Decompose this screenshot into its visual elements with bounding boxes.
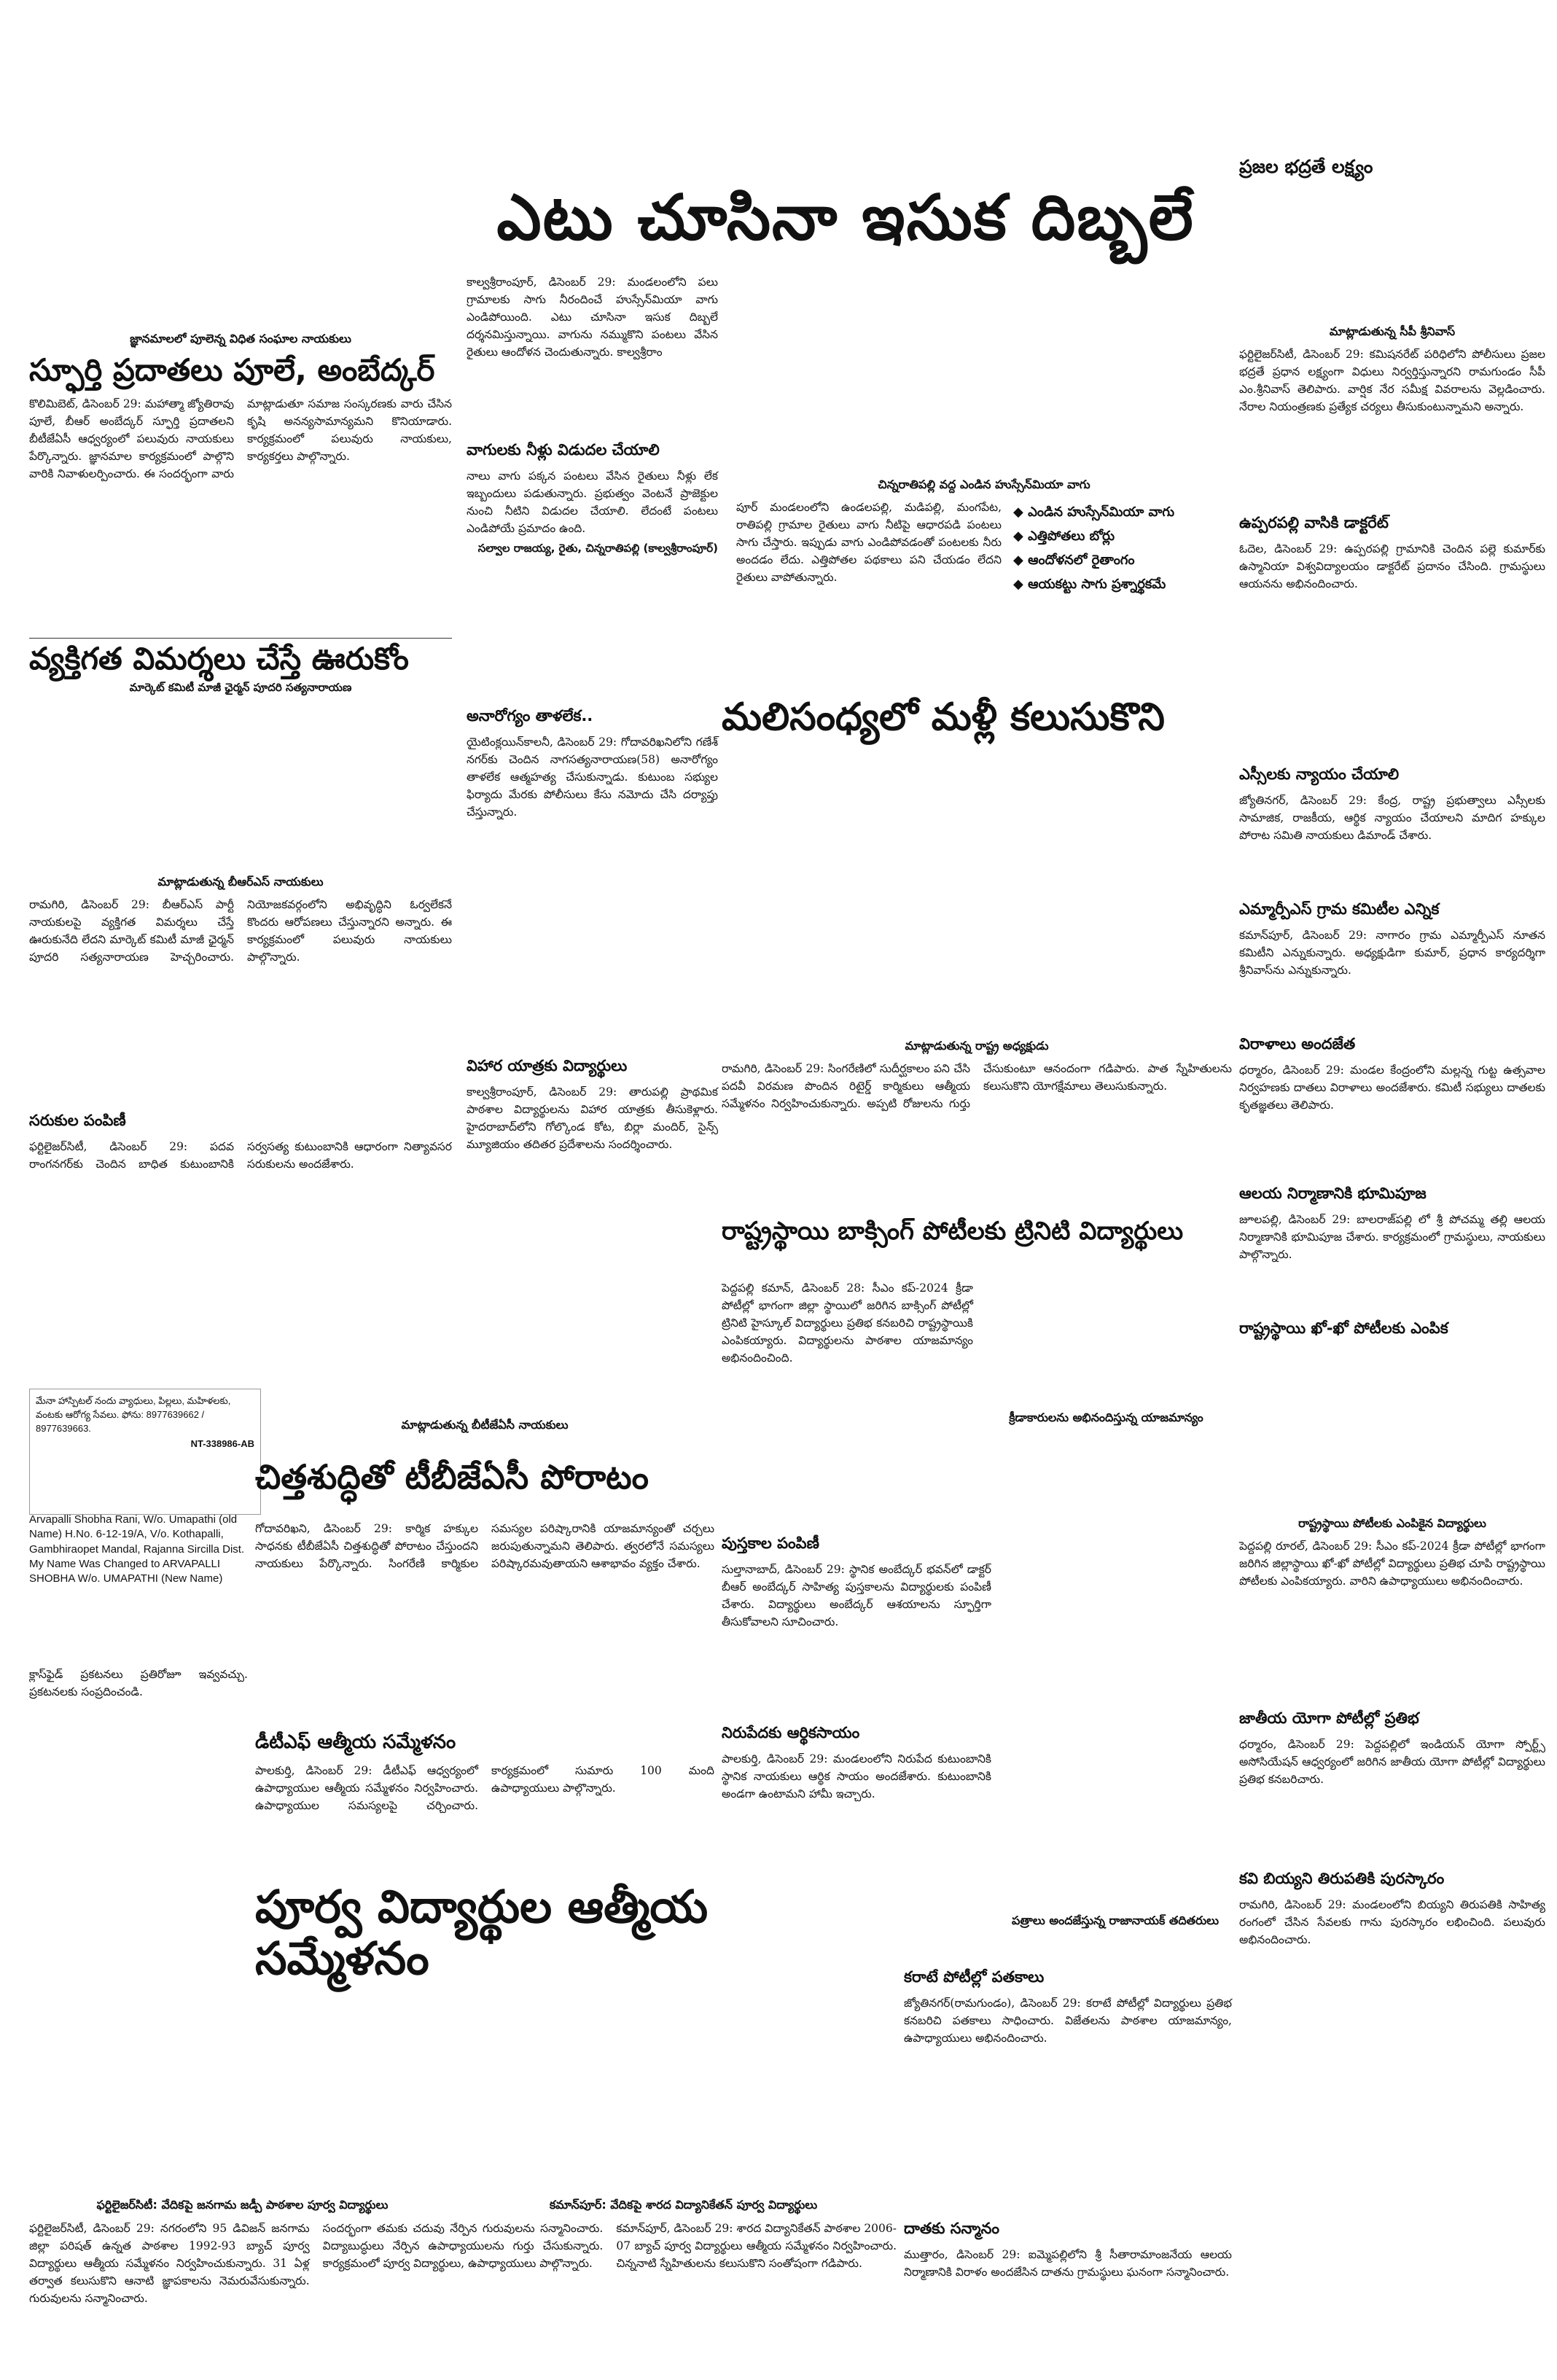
name-change-notice: Arvapalli Shobha Rani, W/o. Umapathi (old Name) H.No. 6-12-19/A, V/o. Kothapalli, Gambhiraopet Mandal, Rajanna Sircilla Dist. My Name Was Changed to ARVAPALLI SHOBHA W/o. UMAPATHI (New Name) (29, 1513, 245, 1585)
highlights-list (1013, 499, 1232, 601)
article-body: ముత్తారం, డిసెంబర్ 29: ఐమ్మెపల్లిలోని శ్రీ సీతారామాంజనేయ ఆలయ నిర్మాణానికి విరాళం అందజేసిన దాతను గ్రామస్థులు ఘనంగా సన్మానించారు. (904, 2248, 1232, 2279)
photo-caption: రాష్ట్రస్థాయి పోటీలకు ఎంపికైన విద్యార్థులు (1298, 1516, 1486, 1530)
article-subhead: విరాళాలు అందజేత (1239, 1035, 1356, 1053)
highlight-item: ◆ ఎండిన హుస్సేన్‌మియా వాగు (1013, 504, 1232, 523)
photo (29, 729, 452, 882)
photo-caption: క్రీడాకారులను అభినందిస్తున్న యాజమాన్యం (1009, 1411, 1203, 1424)
article-subhead: వాగులకు నీళ్లు విడుదల చేయాలి (467, 441, 660, 459)
photo-caption: మాట్లాడుతున్న బీఆర్ఎస్ నాయకులు (157, 875, 324, 889)
main-headline: ఎటు చూసినా ఇసుక దిబ్బలే (496, 182, 1195, 254)
photo-caption: ఫర్టిలైజర్‌సిటీ: వేదికపై జనగామ జడ్పీ పాఠశాల పూర్వ విద్యార్థులు (96, 2198, 389, 2212)
article-body: యైటింక్లయిన్‌కాలనీ, డిసెంబర్ 29: గోదావరిఖనిలోని గణేశ్ నగర్‌కు చెందిన నాగసత్యనారాయణ(58) అనారోగ్యం తాళలేక ఆత్మహత్య చేసుకున్నాడు. కుటుంబ సభ్యుల ఫిర్యాదు మేరకు పోలీసులు కేసు నమోదు చేసి దర్యాప్తు చేస్తున్నారు. (467, 736, 718, 819)
photo (488, 1965, 897, 2198)
article-subhead: అనారోగ్యం తాళలేక.. (467, 707, 593, 725)
article-subhead: జాతీయ యోగా పోటీల్లో ప్రతిభ (1239, 1709, 1419, 1727)
article-body: జ్యోతినగర్, డిసెంబర్ 29: కేంద్ర, రాష్ట్ర ప్రభుత్వాలు ఎస్సీలకు సామాజిక, రాజకీయ, ఆర్థిక న్యాయం చేయాలని మాదిగ హక్కుల పోరాట సమితి నాయకులు డిమాండ్ చేశారు. (1239, 794, 1545, 843)
article-subhead: ఎమ్మార్పీఎస్ గ్రామ కమిటీల ఎన్నిక (1239, 900, 1440, 918)
article-body: కాల్వశ్రీరాంపూర్, డిసెంబర్ 29: మండలంలోని పలు గ్రామాలకు సాగు నీరందించే హుస్సేన్‌మియా వాగు ఎండిపోయింది. ఎటు చూసినా ఇసుక దిబ్బలే దర్శనమిస్తున్నాయి. వాగును నమ్ముకొని పంటలు వేసిన రైతులు ఆందోళన చెందుతున్నారు. కాల్వశ్రీరాం (467, 276, 718, 359)
article-body: సందర్భంగా తమకు చదువు నేర్పిన గురువులను సన్మానించారు. విద్యాబుద్ధులు నేర్పిన ఉపాధ్యాయులను గుర్తు చేసుకున్నారు. కార్యక్రమంలో పూర్వ విద్యార్థులు, ఉపాధ్యాయులు పాల్గొన్నారు. (322, 2222, 604, 2271)
photo (722, 773, 1232, 1035)
article-body: పాలకుర్తి, డిసెంబర్ 29: డీటీఎఫ్ ఆధ్వర్యంలో ఉపాధ్యాయుల ఆత్మీయ సమ్మేళనం నిర్వహించారు. ఉపాధ్యాయుల సమస్యలపై చర్చించారు. కార్యక్రమంలో సుమారు 100 మంది ఉపాధ్యాయులు పాల్గొన్నారు. (255, 1764, 714, 1813)
highlight-item: ◆ ఎత్తిపోతలు బోర్లు (1013, 528, 1232, 547)
article-body: సుల్తానాబాద్, డిసెంబర్ 29: స్థానిక అంబేద్కర్ భవన్‌లో డాక్టర్ బీఆర్ అంబేద్కర్ సాహిత్య పుస్తకాలను విద్యార్థులకు పంపిణీ చేశారు. విద్యార్థులు అంబేద్కర్ ఆశయాలను స్ఫూర్తిగా తీసుకోవాలని సూచించారు. (722, 1563, 991, 1629)
article-subhead: సరుకుల పంపిణీ (29, 1112, 126, 1129)
article-subhead: దాతకు సన్మానం (904, 2220, 1000, 2237)
article-body: ధర్మారం, డిసెంబర్ 29: పెద్దపల్లిలో ఇండియన్ యోగా స్పోర్ట్స్ అసోసియేషన్ ఆధ్వర్యంలో జరిగిన జాతీయ యోగా పోటీల్లో విద్యార్థులు ప్రతిభ కనబరిచారు. (1239, 1738, 1545, 1787)
section-label: ప్రజల భద్రతే లక్ష్యం (1239, 156, 1373, 177)
article-body: నాలు వాగు పక్కన పంటలు వేసిన రైతులు నీళ్లు లేక ఇబ్బందులు పడుతున్నారు. ప్రభుత్వం వెంటనే ప్రాజెక్టుల నుంచి నీటిని విడుదల చేయాలి. లేదంటే పంటలు ఎండిపోయే ప్రమాదం ఉంది. (467, 469, 718, 536)
article-headline: రాష్ట్రస్థాయి బాక్సింగ్ పోటీలకు ట్రినిటి విద్యార్థులు (722, 1217, 1184, 1246)
article-body: రామగిరి, డిసెంబర్ 29: సింగరేణిలో సుదీర్ఘకాలం పని చేసి పదవీ విరమణ పొందిన రిటైర్డ్ కార్మికులు ఆత్మీయ సమ్మేళనం నిర్వహించుకున్నారు. అప్పటి రోజులను గుర్తు చేసుకుంటూ ఆనందంగా గడిపారు. పాత స్నేహితులను కలుసుకొని యోగక్షేమాలు తెలుసుకున్నారు. (722, 1062, 1232, 1111)
article-body: ఫర్టిలైజర్‌సిటీ, డిసెంబర్ 29: పదవ రాంగనగర్‌కు చెందిన బాధిత కుటుంబానికి సర్వసత్య కుటుంబానికి ఆధారంగా నిత్యావసర సరుకులను అందజేశారు. (29, 1140, 452, 1171)
article-subhead: ఉప్పరపల్లి వాసికి డాక్టరేట్ (1239, 514, 1389, 531)
article-body: కాల్వశ్రీరాంపూర్, డిసెంబర్ 29: తారుపల్లి ప్రాథమిక పాఠశాల విద్యార్థులను విహార యాత్రకు తీసుకెళ్లారు. హైదరాబాద్‌లోని గోల్కొండ కోట, బిర్లా మందిర్, సైన్స్ మ్యూజియం తదితర ప్రదేశాలను సందర్శించారు. (467, 1085, 718, 1152)
article-body: గోదావరిఖని, డిసెంబర్ 29: కార్మిక హక్కుల సాధనకు టీబీజేఏసీ చిత్తశుద్ధితో పోరాటం చేస్తుందని నాయకులు పేర్కొన్నారు. సింగరేణి కార్మికుల సమస్యల పరిష్కారానికి యాజమాన్యంతో చర్చలు జరుపుతున్నామని తెలిపారు. త్వరలోనే సమస్యలు పరిష్కారమవుతాయని ఆశాభావం వ్యక్తం చేశారు. (255, 1522, 714, 1571)
photo-caption: మాట్లాడుతున్న సీపీ శ్రీనివాస్ (1329, 324, 1456, 338)
article-headline: చిత్తశుద్ధితో టీబీజేఏసీ పోరాటం (255, 1457, 649, 1497)
article-subhead: ఆలయ నిర్మాణానికి భూమిపూజ (1239, 1185, 1427, 1202)
article-body: పాలకుర్తి, డిసెంబర్ 29: మండలంలోని నిరుపేద కుటుంబానికి స్థానిక నాయకులు ఆర్థిక సాయం అందజేశారు. కుటుంబానికి అండగా ఉంటామని హామీ ఇచ్చారు. (722, 1752, 991, 1801)
article-subhead: నిరుపేదకు ఆర్థికసాయం (722, 1724, 860, 1741)
photo-caption: మాట్లాడుతున్న బీటీజేఏసీ నాయకులు (401, 1418, 569, 1432)
photo-caption: పత్రాలు అందజేస్తున్న రాజానాయక్ తదితరులు (1012, 1913, 1219, 1927)
article-body: పెద్దపల్లి రూరల్, డిసెంబర్ 29: సీఎం కప్-2024 క్రీడా పోటీల్లో భాగంగా జరిగిన జిల్లాస్థాయి ఖో-ఖో పోటీల్లో విద్యార్థులు ప్రతిభ చూపి రాష్ట్రస్థాయి పోటీలకు ఎంపికయ్యారు. వారిని ఉపాధ్యాయులు అభినందించారు. (1239, 1540, 1545, 1588)
article-body: జ్యోతినగర్(రామగుండం), డిసెంబర్ 29: కరాటే పోటీల్లో విద్యార్థులు ప్రతిభ కనబరిచి పతకాలు సాధించారు. విజేతలను పాఠశాల యాజమాన్యం, ఉపాధ్యాయులు అభినందించారు. (904, 1997, 1232, 2045)
article-subhead: కరాటే పోటీల్లో పతకాలు (904, 1968, 1045, 1986)
photo (1239, 1359, 1545, 1513)
article-headline: వ్యక్తిగత విమర్శలు చేస్తే ఊరుకోం (29, 641, 409, 676)
article-byline: మార్కెట్ కమిటీ మాజీ ఛైర్మన్ పూదరి సత్యనారాయణ (129, 681, 352, 695)
article-subhead: రాష్ట్రస్థాయి ఖో-ఖో పోటీలకు ఎంపిక (1239, 1319, 1448, 1337)
article-subhead: కవి బియ్యని తిరుపతికి పురస్కారం (1239, 1870, 1445, 1887)
classified-notice: క్లాస్‌ఫైడ్ ప్రకటనలు ప్రతిరోజూ ఇవ్వవచ్చు. ప్రకటనలకు సంప్రదించండి. (29, 1668, 248, 1699)
article-subhead: విహార యాత్రకు విద్యార్థులు (467, 1057, 628, 1074)
photo-caption: జ్ఞానమాలలో పూలెన్న విధిత సంఘాల నాయకులు (130, 332, 351, 346)
article-subhead: ఎస్సీలకు న్యాయం చేయాలి (1239, 765, 1400, 783)
photo (29, 1965, 481, 2198)
photo (980, 1279, 1232, 1407)
article-subhead: పుస్తకాల పంపిణీ (722, 1534, 819, 1552)
article-body: కమాన్‌పూర్, డిసెంబర్ 29: శారద విద్యానికేతన్ పాఠశాల 2006-07 బ్యాచ్ పూర్వ విద్యార్థులు ఆత్మీయ సమ్మేళనం నిర్వహించారు. చిన్ననాటి స్నేహితులను కలుసుకొని సంతోషంగా గడిపారు. (616, 2222, 897, 2271)
highlight-item: ◆ ఆయకట్టు సాగు ప్రశ్నార్థకమే (1013, 577, 1232, 595)
article-byline: సల్వాల రాజయ్య, రైతు, చిన్నరాతిపల్లి (కాల్వశ్రీరాంపూర్) (477, 542, 718, 555)
photo-caption: కమాన్‌పూర్: వేదికపై శారద విద్యానికేతన్ పూర్వ విద్యార్థులు (549, 2198, 818, 2212)
article-body: కమాన్‌పూర్, డిసెంబర్ 29: నాగారం గ్రామ ఎమ్మార్పీఎస్ నూతన కమిటీని ఎన్నుకున్నారు. అధ్యక్షుడిగా కుమార్, ప్రధాన కార్యదర్శిగా శ్రీనివాస్‌ను ఎన్నుకున్నారు. (1239, 929, 1545, 978)
article-body: జూలపల్లి, డిసెంబర్ 29: బాలరాజ్‌పల్లి లో శ్రీ పోచమ్మ తల్లి ఆలయ నిర్మాణానికి భూమిపూజ చేశారు. కార్యక్రమంలో గ్రామస్థులు, నాయకులు పాల్గొన్నారు. (1239, 1213, 1545, 1262)
article-headline: మలిసంధ్యలో మళ్లీ కలుసుకొని (722, 695, 1165, 739)
ad-code: NT-338986-AB (190, 1438, 254, 1449)
article-body: ఓదెల, డిసెంబర్ 29: ఉప్పరపల్లి గ్రామానికి చెందిన పల్లె కుమార్‌కు ఉస్మానియా విశ్వవిద్యాలయం డాక్టరేట్ ప్రదానం చేసింది. గ్రామస్థులు ఆయనను అభినందించారు. (1239, 542, 1545, 591)
article-subhead: డీటీఎఫ్ ఆత్మీయ సమ్మేళనం (255, 1731, 456, 1753)
article-body: ఫర్టిలైజర్‌సిటీ, డిసెంబర్ 29: కమిషనరేట్ పరిధిలోని పోలీసులు ప్రజల భద్రతే ప్రధాన లక్ష్యంగా విధులు నిర్వర్తిస్తున్నారని రామగుండం సీపీ ఎం.శ్రీనివాస్ తెలిపారు. వార్షిక నేర సమీక్ష వివరాలను వెల్లడించారు. నేరాల నియంత్రణకు ప్రత్యేక చర్యలు తీసుకుంటున్నామని అన్నారు. (1239, 348, 1545, 414)
article-body: ఫర్టిలైజర్‌సిటీ, డిసెంబర్ 29: నగరంలోని 95 డివిజన్ జనగామ జిల్లా పరిషత్ ఉన్నత పాఠశాల 1992-93 బ్యాచ్ పూర్వ విద్యార్థులు ఆత్మీయ సమ్మేళనం నిర్వహించుకున్నారు. 31 ఏళ్ల తర్వాత కలుసుకొని ఆనాటి జ్ఞాపకాలను నెమరువేసుకున్నారు. గురువులను సన్మానించారు. (29, 2222, 310, 2306)
article-headline: పూర్వ విద్యార్థుల ఆత్మీయ సమ్మేళనం (255, 1880, 709, 1986)
highlight-item: ◆ ఆందోళనలో రైతాంగం (1013, 553, 1232, 571)
article-body: ధర్మారం, డిసెంబర్ 29: మండల కేంద్రంలోని మల్లన్న గుట్ట ఉత్సవాల నిర్వహణకు దాతలు విరాళాలు అందజేశారు. కమిటీ సభ్యులు దాతలకు కృతజ్ఞతలు తెలిపారు. (1239, 1064, 1545, 1112)
classified-ad (29, 1389, 261, 1515)
ad-text: మేనా హాస్పిటల్ నందు వ్యాధులు, పిల్లలు, మహిళలకు, వంటకు ఆరోగ్య సేవలు. ఫోను: 8977639662 / 8977639663. (36, 1395, 231, 1434)
article-body: కొలిమిబెట్, డిసెంబర్ 29: మహాత్మా జ్యోతిరావు పూలే, బీఆర్ అంబేద్కర్ స్ఫూర్తి ప్రదాతలని బీటీజేఏసీ ఆధ్వర్యంలో పలువురు నాయకులు పేర్కొన్నారు. జ్ఞానమాల కార్యక్రమంలో పాల్గొని వారికి నివాళులర్పించారు. ఈ సందర్భంగా వారు మాట్లాడుతూ సమాజ సంస్కరణకు వారు చేసిన కృషి అనన్యసామాన్యమని కొనియాడారు. కార్యక్రమంలో పలువురు నాయకులు, కార్యకర్తలు పాల్గొన్నారు. (29, 397, 452, 481)
article-body: పూర్ మండలంలోని ఉండలపల్లి, మడిపల్లి, మంగపేట, రాతిపల్లి గ్రామాల రైతులు వాగు నీటిపై ఆధారపడి పంటలు సాగు చేస్తారు. ఇప్పుడు వాగు ఎండిపోవడంతో పంటలకు నీరు అందడం లేదు. ఎత్తిపోతల పథకాలు పని చేయడం లేదని రైతులు వాపోతున్నారు. (736, 501, 1002, 585)
photo-caption: చిన్నరాతిపల్లి వద్ద ఎండిన హుస్సేన్‌మియా వాగు (878, 477, 1090, 491)
photo (1239, 197, 1545, 321)
photo-caption: మాట్లాడుతున్న రాష్ట్ర అధ్యక్షుడు (905, 1039, 1049, 1053)
article-body: రామగిరి, డిసెంబర్ 29: మండలంలోని బియ్యని తిరుపతికి సాహిత్య రంగంలో చేసిన సేవలకు గాను పురస్కారం లభించింది. పలువురు అభినందించారు. (1239, 1898, 1545, 1947)
photo (736, 270, 1232, 474)
article-body: రామగిరి, డిసెంబర్ 29: బీఆర్ఎస్ పార్టీ నాయకులపై వ్యక్తిగత విమర్శలు చేస్తే ఊరుకునేది లేదని మార్కెట్ కమిటీ మాజీ ఛైర్మన్ పూదరి సత్యనారాయణ హెచ్చరించారు. నియోజకవర్గంలోని అభివృద్ధిని ఓర్వలేకనే కొందరు ఆరోపణలు చేస్తున్నారని అన్నారు. ఈ కార్యక్రమంలో పలువురు నాయకులు పాల్గొన్నారు. (29, 898, 452, 964)
article-body: పెద్దపల్లి కమాన్, డిసెంబర్ 28: సీఎం కప్-2024 క్రీడా పోటీల్లో భాగంగా జిల్లా స్థాయిలో జరిగిన బాక్సింగ్ పోటీల్లో ట్రినిటి హైస్కూల్ విద్యార్థులు ప్రతిభ కనబరిచి రాష్ట్రస్థాయికి ఎంపికయ్యారు. విద్యార్థులను పాఠశాల యాజమాన్యం అభినందించింది. (722, 1281, 973, 1365)
article-headline: స్ఫూర్తి ప్రదాతలు పూలే, అంబేద్కర్ (29, 352, 435, 388)
photo (999, 1527, 1232, 1906)
